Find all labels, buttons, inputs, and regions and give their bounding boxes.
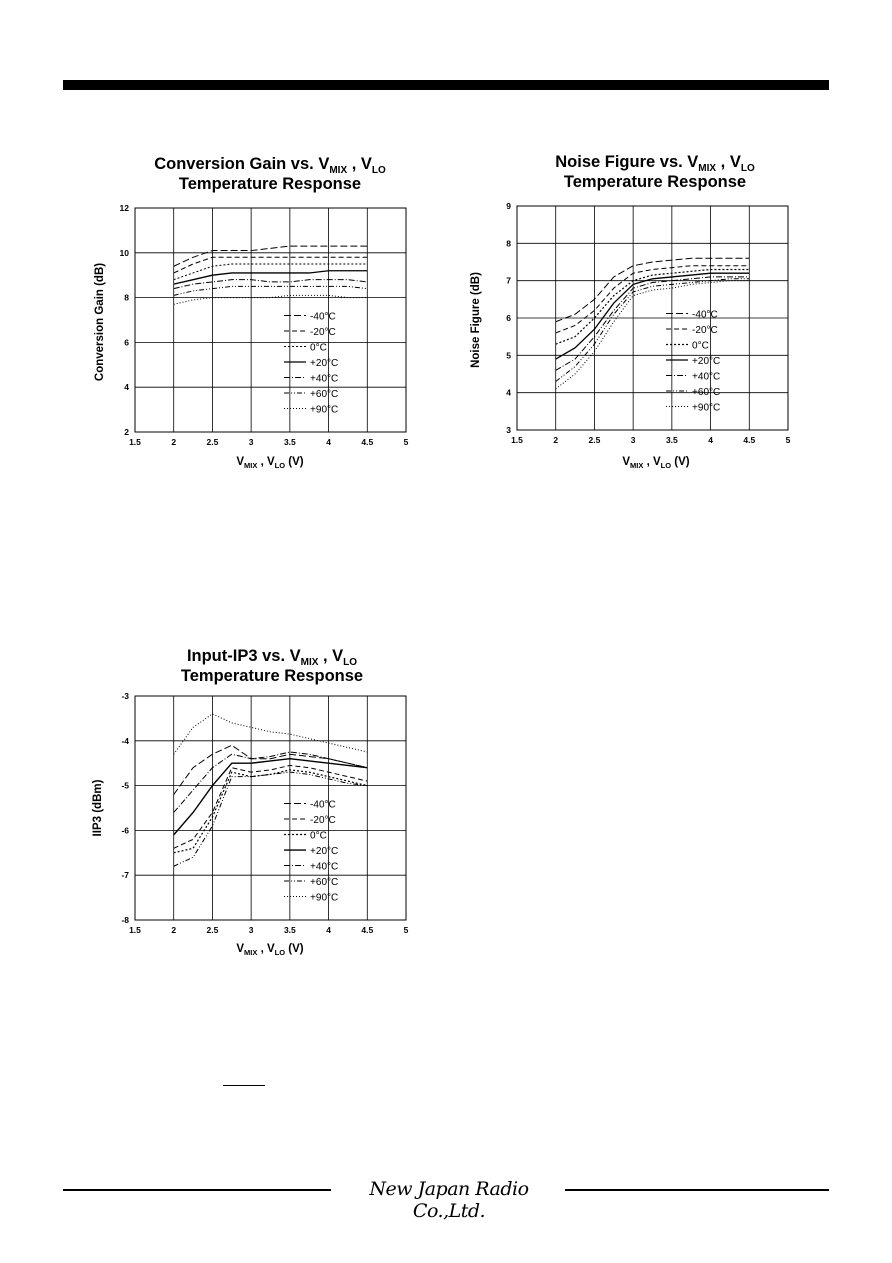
plot-conversion-gain <box>110 200 430 460</box>
title-sub-lo: LO <box>371 165 386 176</box>
x-tick-label: 2.5 <box>206 437 219 447</box>
y-tick-label: 7 <box>506 275 511 286</box>
x-tick-label: 2.5 <box>588 435 601 445</box>
legend-label: +90°C <box>310 404 339 416</box>
x-axis-label-conversion-gain <box>200 456 340 468</box>
series-line-5 <box>174 772 368 866</box>
series-line-6 <box>174 295 368 304</box>
legend-label: -40°C <box>310 799 336 811</box>
title-sep: , V <box>318 647 344 665</box>
x-tick-label: 3.5 <box>283 925 296 935</box>
chart-title-noise-figure <box>505 152 805 192</box>
chart-title-conversion-gain <box>120 154 420 194</box>
x-tick-label: 3 <box>630 435 636 445</box>
series-line-4 <box>174 280 368 289</box>
x-tick-label: 1.5 <box>129 925 141 935</box>
series-line-3 <box>174 271 368 284</box>
legend <box>284 312 338 416</box>
x-tick-label: 3 <box>248 925 254 935</box>
x-tick-label: 2 <box>171 925 177 935</box>
y-tick-label: 8 <box>124 292 129 303</box>
legend-label: -20°C <box>310 327 336 339</box>
legend-label: +90°C <box>310 892 339 904</box>
grid <box>135 208 406 432</box>
y-tick-label: -8 <box>121 915 129 925</box>
title-sub-lo: LO <box>343 657 358 668</box>
x-tick-label: 4.5 <box>361 437 374 447</box>
legend-label: +20°C <box>310 846 339 858</box>
series-line-6 <box>556 281 750 389</box>
footer-rule-right <box>565 1189 829 1191</box>
header-rule <box>63 80 829 90</box>
xlabel-mid: , V <box>257 456 275 468</box>
y-tick-label: 4 <box>506 387 511 398</box>
plot-input-ip3 <box>110 688 430 948</box>
legend-label: +60°C <box>310 389 339 401</box>
legend-label: +20°C <box>692 356 721 368</box>
x-axis-label-iip3 <box>200 943 340 955</box>
series-line-5 <box>556 279 750 382</box>
xlabel-sub-lo: LO <box>274 948 286 957</box>
y-axis-label-iip3: IIP3 (dBm) <box>92 779 104 837</box>
title-text: Input-IP3 vs. V <box>186 647 301 665</box>
xlabel-mid: , V <box>257 943 275 955</box>
xlabel-sub-mix: MIX <box>630 461 644 470</box>
legend-label: +20°C <box>310 358 339 370</box>
series-line-0 <box>174 246 368 266</box>
y-tick-label: -6 <box>121 825 129 836</box>
y-tick-label: 12 <box>119 203 129 213</box>
title-text: Noise Figure vs. V <box>555 153 699 171</box>
plot-frame <box>135 208 406 432</box>
x-tick-label: 4 <box>708 435 713 445</box>
title-sep: , V <box>716 153 741 171</box>
title-line2: Temperature Response <box>180 667 364 685</box>
x-tick-label: 5 <box>403 437 409 447</box>
x-tick-label: 1.5 <box>511 435 523 445</box>
plot-noise-figure <box>492 198 812 458</box>
y-tick-label: 2 <box>124 427 129 437</box>
x-tick-label: 4 <box>326 437 331 447</box>
y-tick-label: -4 <box>121 735 129 746</box>
title-text: Conversion Gain vs. V <box>154 155 330 173</box>
chart-title-input-ip3 <box>122 646 422 686</box>
title-line2: Temperature Response <box>563 173 747 191</box>
xlabel-v: V <box>236 943 245 955</box>
y-tick-label: 4 <box>124 382 129 393</box>
x-tick-label: 2.5 <box>206 925 219 935</box>
title-sub-mix: MIX <box>300 657 319 668</box>
xlabel-end: (V) <box>285 456 304 468</box>
legend-label: +40°C <box>692 371 721 383</box>
x-tick-label: 3.5 <box>665 435 678 445</box>
x-tick-label: 5 <box>785 435 791 445</box>
xlabel-sub-mix: MIX <box>244 461 258 470</box>
footer-rule-left <box>63 1189 331 1191</box>
y-tick-label: 6 <box>124 337 129 348</box>
y-tick-label: -7 <box>121 870 129 881</box>
xlabel-end: (V) <box>285 943 304 955</box>
series-line-6 <box>174 714 368 754</box>
small-rule <box>223 1085 265 1086</box>
legend-label: +40°C <box>310 373 339 385</box>
x-tick-label: 2 <box>553 435 559 445</box>
x-tick-label: 3.5 <box>283 437 296 447</box>
series-line-0 <box>174 745 368 794</box>
y-tick-label: 10 <box>119 247 129 258</box>
title-sub-lo: LO <box>740 163 755 174</box>
y-tick-label: 5 <box>506 350 511 361</box>
series-line-1 <box>174 765 368 848</box>
x-tick-label: 2 <box>171 437 177 447</box>
series-line-0 <box>556 258 750 321</box>
plot-frame <box>135 696 406 920</box>
xlabel-sub-lo: LO <box>660 461 672 470</box>
x-tick-label: 3 <box>248 437 254 447</box>
x-tick-label: 5 <box>403 925 409 935</box>
series-line-3 <box>174 759 368 835</box>
y-tick-label: -3 <box>121 691 129 701</box>
y-tick-label: -5 <box>121 780 129 791</box>
title-sub-mix: MIX <box>698 163 717 174</box>
xlabel-mid: , V <box>643 456 661 468</box>
x-axis-label-noise-figure <box>586 456 726 468</box>
legend-label: 0°C <box>310 830 327 842</box>
y-tick-label: 9 <box>506 201 511 211</box>
legend-label: -20°C <box>310 815 336 827</box>
legend-label: +60°C <box>692 387 721 399</box>
x-tick-label: 4.5 <box>361 925 374 935</box>
series-line-3 <box>556 273 750 359</box>
xlabel-v: V <box>236 456 245 468</box>
xlabel-sub-lo: LO <box>274 461 286 470</box>
xlabel-v: V <box>622 456 631 468</box>
title-sep: , V <box>347 155 372 173</box>
y-tick-label: 8 <box>506 238 511 249</box>
y-tick-label: 3 <box>506 425 511 435</box>
grid <box>517 206 788 430</box>
y-axis-label-conversion-gain: Conversion Gain (dB) <box>94 262 106 382</box>
x-tick-label: 1.5 <box>129 437 141 447</box>
x-tick-label: 4.5 <box>743 435 756 445</box>
series-line-4 <box>556 277 750 370</box>
legend-label: +40°C <box>310 861 339 873</box>
title-sub-mix: MIX <box>329 165 348 176</box>
legend-label: -20°C <box>692 325 718 337</box>
legend-label: -40°C <box>310 311 336 323</box>
xlabel-end: (V) <box>671 456 690 468</box>
y-tick-label: 6 <box>506 313 511 323</box>
legend-label: +90°C <box>692 402 721 414</box>
y-axis-label-noise-figure: Noise Figure (dB) <box>470 272 482 368</box>
legend <box>284 800 338 904</box>
legend-label: 0°C <box>692 340 709 352</box>
series-line-2 <box>174 770 368 853</box>
x-tick-label: 4 <box>326 925 331 935</box>
xlabel-sub-mix: MIX <box>244 948 258 957</box>
legend-label: +60°C <box>310 877 339 889</box>
series-line-1 <box>556 266 750 333</box>
series-line-5 <box>174 286 368 295</box>
legend <box>666 310 720 414</box>
legend-label: 0°C <box>310 342 327 354</box>
company-logo: New Japan Radio Co.,Ltd. <box>369 1178 529 1222</box>
title-line2: Temperature Response <box>178 175 362 193</box>
legend-label: -40°C <box>692 309 718 321</box>
grid <box>135 696 406 920</box>
